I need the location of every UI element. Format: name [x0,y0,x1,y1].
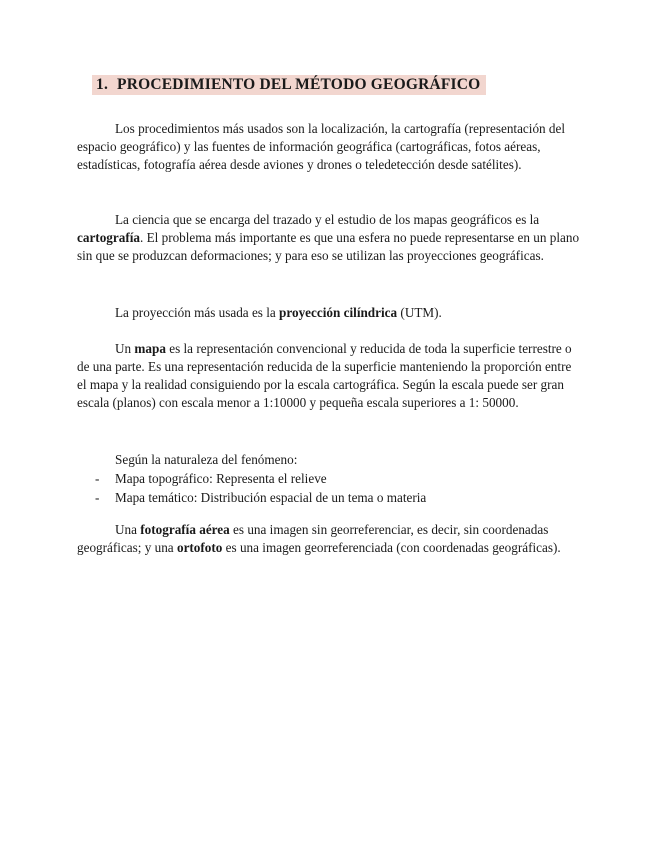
paragraph-projection [77,304,582,322]
bold-term-cartografia: cartografía [77,230,140,245]
text-run: Un [115,341,135,356]
map-type-list [77,469,582,507]
paragraph-text: Los procedimientos más usados son la localización, la cartografía (representación del espacio geográfico) y las fuentes de información geográfica (cartográficas, fotos aéreas, estadísticas, fotografía aérea desde aviones y drones o teledetección desde satélites). [77,121,566,172]
text-run: Una [115,522,141,537]
paragraph-text [77,304,582,322]
paragraph-aerial-photo [77,521,582,557]
list-item [77,469,582,488]
dash-bullet: - [95,471,100,486]
text-run: es una imagen georreferenciada (con coordenadas geográficas). [222,540,561,555]
paragraph-text [77,340,582,412]
paragraph-map-types [77,450,582,507]
dash-bullet: - [95,490,100,505]
text-run: es la representación convencional y reducida de toda la superficie terrestre o de una parte. Es una representación reducida de la superficie manteniendo la proporción entre el mapa y la realidad consiguiendo por la escala cartográfica. Según la escala puede ser gran escala (planos) con escala menor a 1:10000 y pequeña escala superiores a 1: 50000. [77,341,572,410]
bold-term-ortofoto: ortofoto [176,540,223,555]
paragraph-procedures [77,120,582,174]
paragraph-text [77,521,582,557]
bold-term-mapa: mapa [134,341,166,356]
paragraph-cartography [77,211,582,265]
paragraph-map [77,340,582,412]
text-run: . El problema más importante es que una esfera no puede representarse en un plano sin que se produzcan deformaciones; y para eso se utilizan las proyecciones geográficas. [77,230,580,263]
list-intro: Según la naturaleza del fenómeno: [115,452,298,467]
section-number: 1. [96,76,109,93]
list-item [77,488,582,507]
bold-term-fotografia-aerea: fotografía aérea [140,522,230,537]
list-item-text: Mapa topográfico: Representa el relieve [115,471,327,486]
paragraph-text [77,211,582,265]
list-item-text: Mapa temático: Distribución espacial de un tema o materia [115,490,427,505]
bold-term-proyeccion: proyección cilíndrica [279,305,398,320]
text-run: La proyección más usada es la [115,305,280,320]
section-title: PROCEDIMIENTO DEL MÉTODO GEOGRÁFICO [117,76,481,93]
text-run: (UTM). [397,305,442,320]
text-run: La ciencia que se encarga del trazado y el estudio de los mapas geográficos es la [115,212,540,227]
text-run: es una imagen sin georreferenciar, es decir, sin coordenadas geográficas; y una [77,522,549,555]
section-heading [92,75,486,95]
